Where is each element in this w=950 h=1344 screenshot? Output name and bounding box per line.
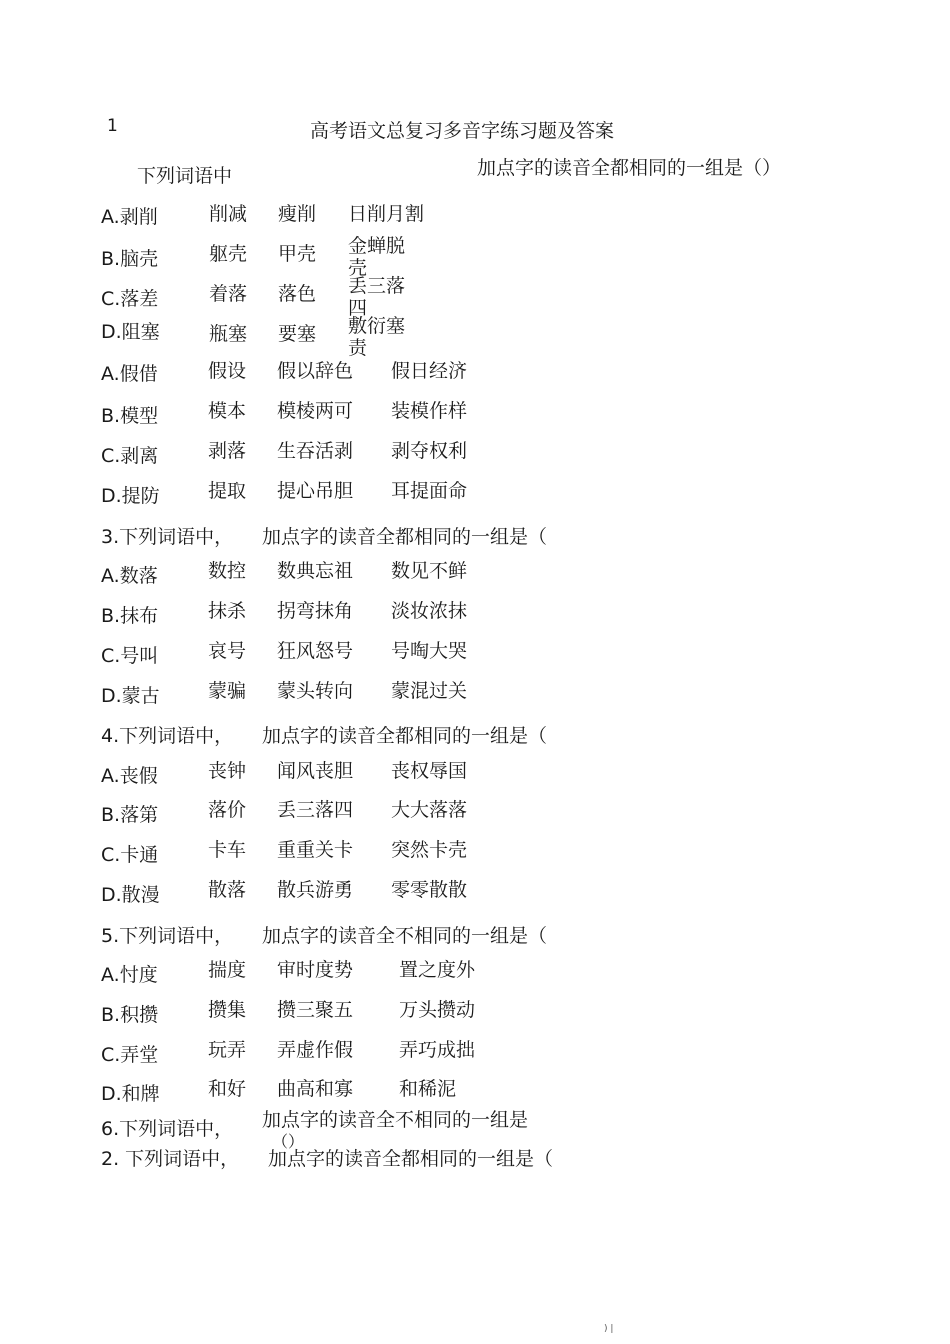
option-word: 丢三落四 (348, 275, 406, 319)
option-word: 淡妆浓抹 (391, 600, 468, 622)
option-word: 万头攒动 (399, 999, 476, 1021)
option-word: 剥落 (208, 440, 247, 462)
option-label: D.散漫 (101, 884, 160, 906)
option-word: 生吞活剥 (277, 440, 354, 462)
option-label: A.忖度 (101, 964, 158, 986)
option-word: 弄虚作假 (277, 1039, 354, 1061)
option-label: A.剥削 (101, 206, 158, 228)
option-word: 数见不鲜 (391, 560, 468, 582)
option-word: 拐弯抹角 (277, 600, 354, 622)
option-label: D.蒙古 (101, 685, 160, 707)
option-word: 提心吊胆 (277, 480, 354, 502)
q3-stem-left: 3.下列词语中， (101, 526, 234, 548)
q6-stem-tail: （） (272, 1132, 305, 1151)
option-word: 数控 (208, 560, 247, 582)
option-word: 着落 (209, 283, 248, 305)
option-label: D.和牌 (101, 1083, 160, 1105)
q6-stem-right: 加点字的读音全不相同的一组是 (262, 1109, 529, 1131)
option-word: 狂风怒号 (277, 640, 354, 662)
option-word: 丧权辱国 (391, 760, 468, 782)
option-label: B.落第 (101, 804, 159, 826)
option-label: C.弄堂 (101, 1044, 159, 1066)
option-word: 躯壳 (209, 243, 248, 265)
option-label: C.落差 (101, 288, 159, 310)
option-word: 置之度外 (399, 959, 476, 981)
option-label: D.阻塞 (101, 321, 160, 343)
option-label: C.号叫 (101, 645, 159, 667)
page-number: 1 (107, 116, 118, 136)
option-word: 抹杀 (208, 600, 247, 622)
option-word: 耳提面命 (391, 480, 468, 502)
option-word: 数典忘祖 (277, 560, 354, 582)
option-word: 假日经济 (391, 360, 468, 382)
option-word: 蒙头转向 (277, 680, 354, 702)
option-word: 金蝉脱壳 (348, 235, 406, 279)
option-word: 散落 (208, 879, 247, 901)
option-word: 和稀泥 (399, 1078, 457, 1100)
q6-stem-left: 6.下列词语中， (101, 1118, 234, 1140)
option-word: 敷衍塞责 (348, 315, 406, 359)
q5-stem-left: 5.下列词语中， (101, 925, 234, 947)
page-footer-mark: ) | (604, 1324, 614, 1334)
option-label: C.剥离 (101, 445, 159, 467)
option-word: 瓶塞 (209, 323, 248, 345)
option-label: B.脑壳 (101, 248, 159, 270)
option-word: 要塞 (278, 323, 317, 345)
q2-stem-right: 加点字的读音全都相同的一组是（ (268, 1148, 554, 1170)
option-label: B.积攒 (101, 1004, 159, 1026)
option-word: 丧钟 (208, 760, 247, 782)
q3-stem-right: 加点字的读音全都相同的一组是（ (262, 526, 548, 548)
option-word: 甲壳 (278, 243, 317, 265)
q2-stem-left: 2. 下列词语中， (101, 1148, 240, 1170)
option-word: 假以辞色 (277, 360, 354, 382)
option-label: A.数落 (101, 565, 158, 587)
option-word: 揣度 (208, 959, 247, 981)
option-word: 大大落落 (391, 799, 468, 821)
option-label: C.卡通 (101, 844, 159, 866)
option-label: D.提防 (101, 485, 160, 507)
option-label: A.丧假 (101, 765, 158, 787)
option-word: 重重关卡 (277, 839, 354, 861)
option-word: 号啕大哭 (391, 640, 468, 662)
option-word: 零零散散 (391, 879, 468, 901)
option-word: 瘦削 (278, 203, 317, 225)
option-label: B.模型 (101, 405, 159, 427)
option-word: 哀号 (208, 640, 247, 662)
option-word: 散兵游勇 (277, 879, 354, 901)
option-word: 落色 (278, 283, 317, 305)
option-word: 玩弄 (208, 1039, 247, 1061)
option-word: 弄巧成拙 (399, 1039, 476, 1061)
option-word: 日削月割 (348, 203, 425, 225)
option-word: 曲高和寡 (277, 1078, 354, 1100)
option-word: 审时度势 (277, 959, 354, 981)
option-word: 突然卡壳 (391, 839, 468, 861)
q4-stem-right: 加点字的读音全都相同的一组是（ (262, 725, 548, 747)
option-word: 蒙骗 (208, 680, 247, 702)
option-word: 提取 (208, 480, 247, 502)
q1-stem-left: 下列词语中 (137, 165, 233, 187)
option-word: 假设 (208, 360, 247, 382)
option-word: 闻风丧胆 (277, 760, 354, 782)
q4-stem-left: 4.下列词语中， (101, 725, 234, 747)
q1-stem-right: 加点字的读音全都相同的一组是（） (477, 157, 782, 179)
option-word: 模本 (208, 400, 247, 422)
option-label: B.抹布 (101, 605, 159, 627)
option-word: 装模作样 (391, 400, 468, 422)
option-label: A.假借 (101, 363, 158, 385)
option-word: 丢三落四 (277, 799, 354, 821)
q5-stem-right: 加点字的读音全不相同的一组是（ (262, 925, 548, 947)
option-word: 剥夺权利 (391, 440, 468, 462)
option-word: 落价 (208, 799, 247, 821)
option-word: 模棱两可 (277, 400, 354, 422)
option-word: 攒集 (208, 999, 247, 1021)
option-word: 和好 (208, 1078, 247, 1100)
page-title: 高考语文总复习多音字练习题及答案 (310, 120, 615, 142)
option-word: 削减 (209, 203, 248, 225)
option-word: 攒三聚五 (277, 999, 354, 1021)
option-word: 卡车 (208, 839, 247, 861)
option-word: 蒙混过关 (391, 680, 468, 702)
